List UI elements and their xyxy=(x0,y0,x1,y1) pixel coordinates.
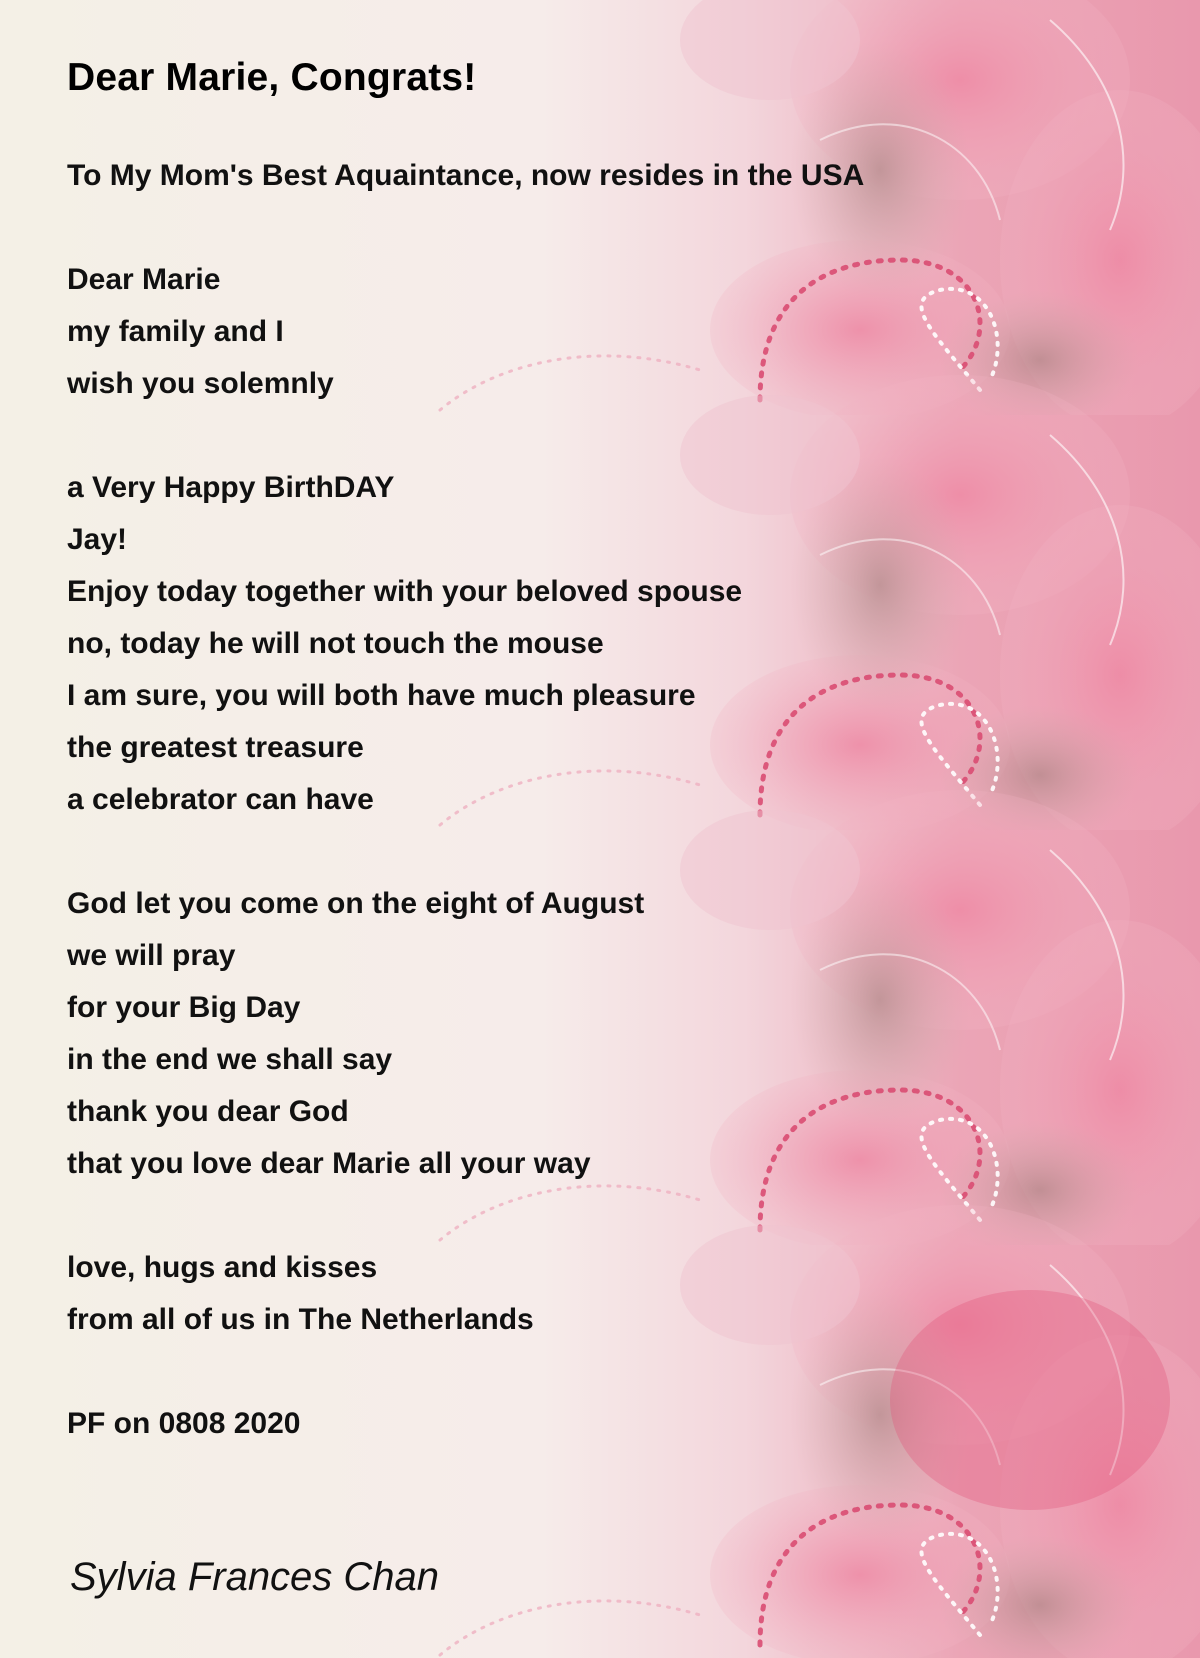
poem-line: I am sure, you will both have much pleasure xyxy=(67,679,696,712)
poem-body xyxy=(67,150,1067,1450)
poem-line: Enjoy today together with your beloved spouse xyxy=(67,575,743,608)
poem-line: Dear Marie xyxy=(67,263,221,296)
poem-line: wish you solemnly xyxy=(67,367,334,400)
poem-line: PF on 0808 2020 xyxy=(67,1407,301,1440)
poem-line: Jay! xyxy=(67,523,128,556)
poem-line: from all of us in The Netherlands xyxy=(67,1303,534,1336)
poem-author: Sylvia Frances Chan xyxy=(70,1555,440,1599)
stanza-break xyxy=(67,1190,1067,1242)
poem-line: To My Mom's Best Aquaintance, now resides in the USA xyxy=(67,159,865,192)
poem-line: that you love dear Marie all your way xyxy=(67,1147,591,1180)
poem-line: my family and I xyxy=(67,315,284,348)
stanza-break xyxy=(67,826,1067,878)
poem-line: God let you come on the eight of August xyxy=(67,887,645,920)
poem-line: love, hugs and kisses xyxy=(67,1251,378,1284)
poem-line: a Very Happy BirthDAY xyxy=(67,471,395,504)
poem-line: a celebrator can have xyxy=(67,783,374,816)
poem-line: the greatest treasure xyxy=(67,731,364,764)
poem-line: thank you dear God xyxy=(67,1095,349,1128)
poem-line: no, today he will not touch the mouse xyxy=(67,627,604,660)
stanza-break xyxy=(67,410,1067,462)
stanza-break xyxy=(67,202,1067,254)
poem-line: for your Big Day xyxy=(67,991,301,1024)
poem-title: Dear Marie, Congrats! xyxy=(67,56,477,99)
stanza-break xyxy=(67,1346,1067,1398)
poem-line: in the end we shall say xyxy=(67,1043,393,1076)
poem-line: we will pray xyxy=(67,939,236,972)
